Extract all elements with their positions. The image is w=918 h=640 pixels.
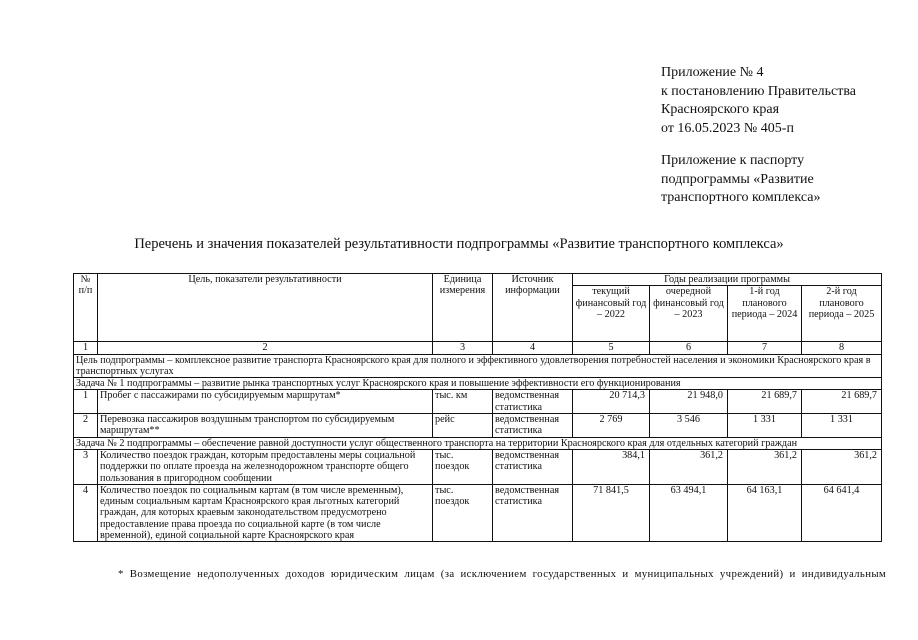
column-number-row xyxy=(74,342,882,354)
row-source: ведомственная статистика xyxy=(493,484,573,541)
header-year-2022: текущий финансовый год – 2022 xyxy=(573,286,650,342)
task-row xyxy=(74,437,882,449)
header-unit: Единица измерения xyxy=(433,274,493,342)
row-unit: тыс. поездок xyxy=(433,449,493,484)
indicators-table xyxy=(73,273,882,542)
col-number: 6 xyxy=(650,342,728,354)
row-value-2024: 64 163,1 xyxy=(728,484,802,541)
row-source: ведомственная статистика xyxy=(493,449,573,484)
table-row xyxy=(74,484,882,541)
task2-text: Задача № 2 подпрограммы – обеспечение равной доступности услуг общественного транспорта на территории Красноярского края для отдельных категорий граждан xyxy=(74,437,882,449)
passport-line: Приложение к паспорту xyxy=(661,153,805,168)
footnote: * Возмещение недополученных доходов юридическим лицам (за исключением государственных и муниципальных учреждений) и индивидуальным xyxy=(118,568,887,580)
passport-line: подпрограммы «Развитие xyxy=(661,171,814,187)
row-value-2023: 63 494,1 xyxy=(650,484,728,541)
header-year-2024: 1-й год планового периода – 2024 xyxy=(728,286,802,342)
col-number: 7 xyxy=(728,342,802,354)
task-row xyxy=(74,378,882,390)
row-num: 4 xyxy=(74,484,98,541)
row-value-2022: 384,1 xyxy=(573,449,650,484)
header-goal: Цель, показатели результативности xyxy=(98,274,433,342)
row-value-2022: 2 769 xyxy=(573,414,650,438)
header-num: № п/п xyxy=(74,274,98,342)
appendix-gap xyxy=(661,138,856,152)
row-source: ведомственная статистика xyxy=(493,390,573,414)
row-value-2022: 71 841,5 xyxy=(573,484,650,541)
row-value-2023: 21 948,0 xyxy=(650,390,728,414)
row-name: Количество поездок по социальным картам (в том числе временным), единым социальным картам Красноярского края льготных категорий граждан, для которых краевым законодательством предусмотрено предоставление права проезда по социальной карте (в том числе временной), единой социальной карте Красноярского края xyxy=(98,484,433,541)
document-title: Перечень и значения показателей результативности подпрограммы «Развитие транспортного комплекса» xyxy=(134,236,784,252)
row-unit: тыс. поездок xyxy=(433,484,493,541)
row-num: 3 xyxy=(74,449,98,484)
row-value-2025: 64 641,4 xyxy=(802,484,882,541)
header-year-2023: очередной финансовый год – 2023 xyxy=(650,286,728,342)
row-value-2025: 21 689,7 xyxy=(802,390,882,414)
table-row xyxy=(74,449,882,484)
row-unit: тыс. км xyxy=(433,390,493,414)
col-number: 4 xyxy=(493,342,573,354)
col-number: 3 xyxy=(433,342,493,354)
appendix-line: к постановлению Правительства xyxy=(661,83,857,99)
row-value-2024: 1 331 xyxy=(728,414,802,438)
row-unit: рейс xyxy=(433,414,493,438)
passport-line: транспортного комплекса» xyxy=(661,190,821,205)
row-source: ведомственная статистика xyxy=(493,414,573,438)
row-name: Пробег с пассажирами по субсидируемым маршрутам* xyxy=(98,390,433,414)
row-value-2023: 361,2 xyxy=(650,449,728,484)
header-year-2025: 2-й год планового периода – 2025 xyxy=(802,286,882,342)
header-row xyxy=(74,274,882,286)
row-value-2023: 3 546 xyxy=(650,414,728,438)
header-years: Годы реализации программы xyxy=(573,274,882,286)
col-number: 2 xyxy=(98,342,433,354)
row-num: 2 xyxy=(74,414,98,438)
row-num: 1 xyxy=(74,390,98,414)
appendix-block xyxy=(661,64,856,208)
appendix-line: Красноярского края xyxy=(661,102,780,117)
goal-row xyxy=(74,354,882,378)
task1-text: Задача № 1 подпрограммы – развитие рынка транспортных услуг Красноярского края и повышение эффективности его функционирования xyxy=(74,378,882,390)
header-source: Источник информации xyxy=(493,274,573,342)
appendix-line: от 16.05.2023 № 405-п xyxy=(661,120,794,136)
row-name: Количество поездок граждан, которым предоставлены меры социальной поддержки по оплате проезда на железнодорожном транспорте общего пользования в пригородном сообщении xyxy=(98,449,433,484)
row-value-2025: 1 331 xyxy=(802,414,882,438)
row-value-2025: 361,2 xyxy=(802,449,882,484)
row-value-2022: 20 714,3 xyxy=(573,390,650,414)
col-number: 5 xyxy=(573,342,650,354)
row-value-2024: 361,2 xyxy=(728,449,802,484)
col-number: 8 xyxy=(802,342,882,354)
row-value-2024: 21 689,7 xyxy=(728,390,802,414)
goal-text: Цель подпрограммы – комплексное развитие транспорта Красноярского края для полного и эффективного удовлетворения потребностей населения и экономики Красноярского края в транспортных услугах xyxy=(74,354,882,378)
row-name: Перевозка пассажиров воздушным транспортом по субсидируемым маршрутам** xyxy=(98,414,433,438)
col-number: 1 xyxy=(74,342,98,354)
appendix-line: Приложение № 4 xyxy=(661,65,764,80)
table-row xyxy=(74,414,882,438)
table-row xyxy=(74,390,882,414)
